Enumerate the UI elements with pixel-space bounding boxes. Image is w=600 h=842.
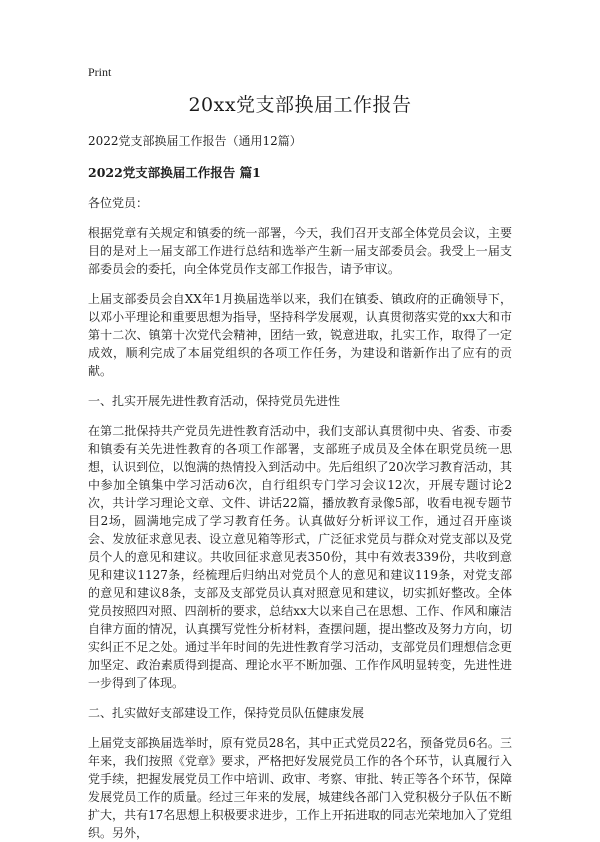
section-heading: 2022党支部换届工作报告 篇1 [88,165,261,180]
greeting: 各位党员： [88,196,149,210]
education-paragraph: 在第二批保持共产党员先进性教育活动中，我们支部认真贯彻中央、省委、市委和镇委有关先进性教育的各项工作部署，支部班子成员及全体在职党员统一思想，认识到位，以饱满的热情投入到活动中。先后组织了20次学习教育活动，其中参加全镇集中学习活动6次，自行组织专门学习会议12次，开展专题讨论2次，共计学习理论文章、文件、讲话22篇，播放教育录像5部，收看电视专题节目2场，圆满地完成了学习教育任务。认真做好分析评议工作，通过召开座谈会、发放征求意见表、设立意见箱等形式，广泛征求党员与群众对党支部以及党员个人的意见和建议。共收回征求意见表350份，其中有效表339份，共收到意见和建议1127条，经梳理后归纳出对党员个人的意见和建议119条，对党支部的意见和建议8条，支部及支部党员认真对照意见和建议，切实抓好整改。全体党员按照四对照、四剖析的要求，总结xx大以来自己在思想、工作、作风和廉洁自律方面的情况，认真撰写党性分析材料，查摆问题，提出整改及努力方向，切实纠正不足之处。通过半年时间的先进性教育学习活动，支部党员们理想信念更加坚定、政治素质得到提高、理论水平不断加强、工作作风明显转变，先进性进一步得到了体现。 [88,424,512,690]
subhead-party-building: 二、扎实做好支部建设工作，保持党员队伍健康发展 [88,706,365,720]
document-title: 20xx党支部换届工作报告 [188,94,412,116]
subhead-education: 一、扎实开展先进性教育活动，保持党员先进性 [88,394,341,408]
document-subtitle: 2022党支部换届工作报告（通用12篇） [88,134,302,148]
intro-paragraph: 根据党章有关规定和镇委的统一部署，今天，我们召开支部全体党员会议，主要目的是对上一届支部工作进行总结和选举产生新一届支部委员会。我受上一届支部委员会的委托，向全体党员作支部工作报告，请予审议。 [88,226,512,276]
party-building-paragraph: 上届党支部换届选举时，原有党员28名，其中正式党员22名，预备党员6名。三年来，我们按照《党章》要求，严格把好发展党员工作的各个环节，认真履行入党手续，把握发展党员工作中培训、政审、考察、审批、转正等各个环节，保障发展党员工作的质量。经过三年来的发展，城建线各部门入党积极分子队伍不断扩大，共有17名思想上积极要求进步，工作上开拓进取的同志光荣地加入了党组织。另外， [88,736,512,840]
summary-paragraph: 上届支部委员会自XX年1月换届选举以来，我们在镇委、镇政府的正确领导下，以邓小平理论和重要思想为指导，坚持科学发展观，认真贯彻落实党的xx大和市第十二次、镇第十次党代会精神，团结一致，锐意进取，扎实工作，取得了一定成效，顺利完成了本届党组织的各项工作任务，为建设和谐新作出了应有的贡献。 [88,292,512,378]
print-label[interactable]: Print [88,65,112,79]
